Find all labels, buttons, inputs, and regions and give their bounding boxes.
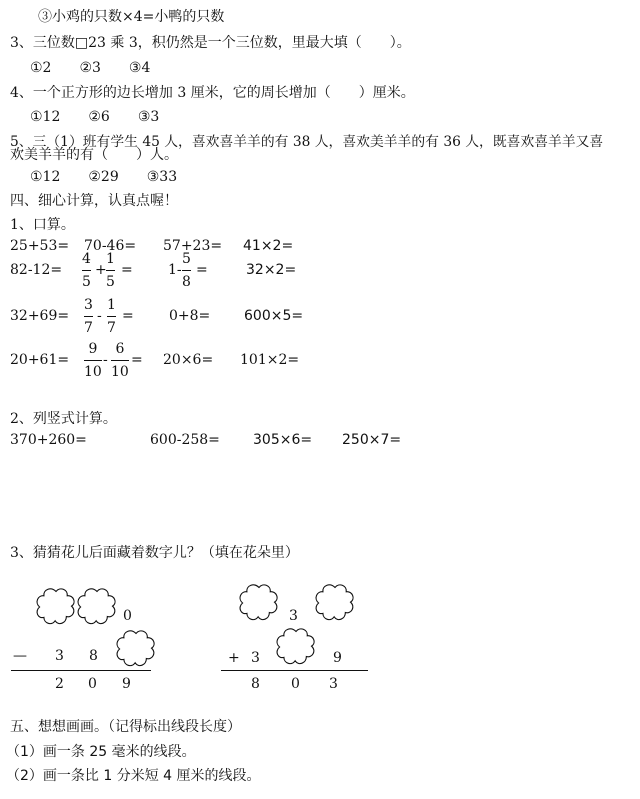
- flower-icon: [240, 584, 278, 622]
- oral-r4-c3: 20×6=: [163, 352, 214, 368]
- oral-r2-c3-lead: 1-: [168, 262, 182, 278]
- operator: -: [97, 308, 102, 324]
- equals: =: [122, 308, 134, 324]
- fraction: 9 10: [84, 341, 102, 380]
- fraction: 3 7: [84, 297, 93, 336]
- q5-text-line2: 欢美羊羊的有（ ）人。: [10, 147, 178, 163]
- equals: =: [121, 262, 133, 278]
- puzzle-left-result-digit: 9: [122, 676, 131, 692]
- flower-icon: [37, 588, 75, 626]
- oral-r4-c1: 20+61=: [10, 352, 70, 368]
- q3-text: 3、三位数□23 乘 3，积仍然是一个三位数，里最大填（ ）。: [10, 35, 411, 51]
- oral-r1-c2: 70-46=: [84, 238, 137, 254]
- vertical-calc-3: 305×6=: [253, 432, 313, 448]
- puzzle-right-mid-digit: 3: [251, 650, 260, 666]
- oral-r1-c3: 57+23=: [163, 238, 223, 254]
- flower-icon: [316, 584, 354, 622]
- oral-r4-c4: 101×2=: [240, 352, 300, 368]
- puzzle-left-result-digit: 0: [88, 676, 97, 692]
- q4-text: 4、一个正方形的边长增加 3 厘米，它的周长增加（ ）厘米。: [10, 85, 415, 101]
- oral-r2-c4: 32×2=: [246, 262, 297, 278]
- q5-text-line1: 5、三（1）班有学生 45 人，喜欢喜羊羊的有 38 人，喜欢美羊羊的有 36 人，既喜欢喜羊羊又喜: [10, 134, 604, 150]
- section5-item1: （1）画一条 25 毫米的线段。: [6, 744, 196, 760]
- puzzle-right-result-digit: 3: [329, 676, 338, 692]
- vertical-calc-4: 250×7=: [342, 432, 402, 448]
- puzzle-left-mid-digit: 8: [89, 648, 98, 664]
- flower-icon: [277, 628, 315, 666]
- oral-r3-c4: 600×5=: [244, 308, 304, 324]
- flower-icon: [78, 588, 116, 626]
- q5-options: ①12 ②29 ③33: [30, 169, 178, 185]
- puzzle-right-result-digit: 0: [291, 676, 300, 692]
- q2-option-3: ③小鸡的只数×4=小鸭的只数: [38, 9, 225, 25]
- oral-r1-c4: 41×2=: [243, 238, 294, 254]
- puzzle-right-operator: +: [228, 650, 240, 666]
- oral-r3-c3: 0+8=: [169, 308, 211, 324]
- fraction: 6 10: [111, 341, 129, 380]
- flower-icon: [117, 630, 155, 668]
- puzzle-left-top-digit: 0: [123, 608, 132, 624]
- fraction: 1 7: [107, 297, 116, 336]
- puzzle-right-result-digit: 8: [251, 676, 260, 692]
- fraction: 5 8: [182, 251, 191, 290]
- section5-item2: （2）画一条比 1 分米短 4 厘米的线段。: [6, 768, 261, 784]
- section4-sub1: 1、口算。: [10, 217, 75, 233]
- puzzle-left-sum-line: [11, 670, 151, 671]
- section4-title: 四、细心计算，认真点喔！: [10, 193, 178, 209]
- section4-sub2: 2、列竖式计算。: [10, 411, 117, 427]
- q3-options: ①2 ②3 ③4: [30, 60, 151, 76]
- q4-options: ①12 ②6 ③3: [30, 109, 160, 125]
- fraction: 1 5: [106, 251, 115, 290]
- puzzle-left-result-digit: 2: [55, 676, 64, 692]
- vertical-calc-2: 600-258=: [150, 432, 220, 448]
- section4-sub3: 3、猜猜花儿后面藏着数字儿？（填在花朵里）: [10, 545, 299, 561]
- equals: =: [131, 352, 143, 368]
- section5-title: 五、想想画画。（记得标出线段长度）: [10, 719, 241, 735]
- fraction: 4 5: [82, 251, 91, 290]
- oral-r1-c1: 25+53=: [10, 238, 70, 254]
- oral-r3-c1: 32+69=: [10, 308, 70, 324]
- puzzle-left-mid-digit: 3: [55, 648, 64, 664]
- equals: =: [196, 262, 208, 278]
- puzzle-left-operator: —: [13, 648, 27, 664]
- operator: -: [103, 352, 108, 368]
- operator: +: [95, 262, 107, 278]
- oral-r2-c1: 82-12=: [10, 262, 63, 278]
- puzzle-right-sum-line: [221, 670, 368, 671]
- puzzle-right-top-digit: 3: [289, 608, 298, 624]
- vertical-calc-1: 370+260=: [10, 432, 87, 448]
- puzzle-right-mid-digit: 9: [333, 650, 342, 666]
